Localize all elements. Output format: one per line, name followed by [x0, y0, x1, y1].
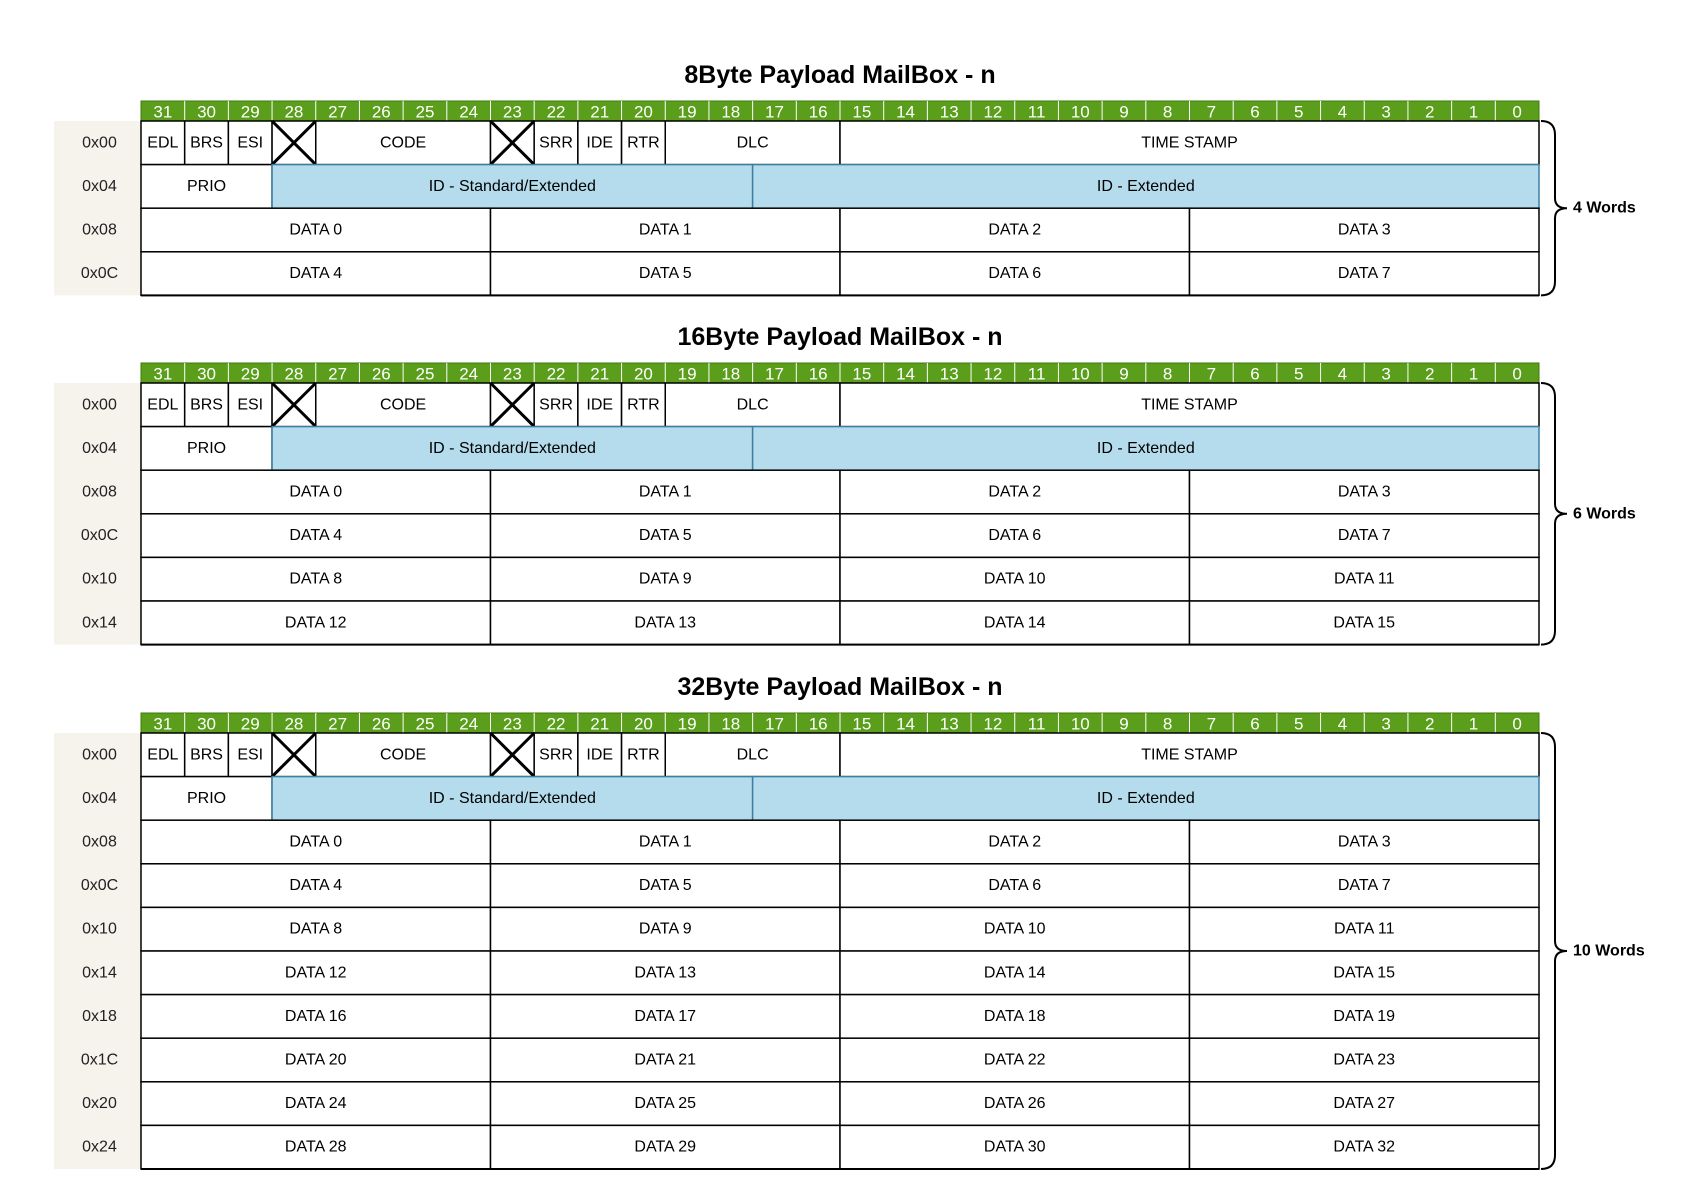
field-label: SRR	[539, 396, 573, 414]
field-label: ID - Standard/Extended	[428, 789, 596, 807]
data-byte-label: DATA 1	[638, 833, 692, 851]
bit-number: 30	[197, 102, 216, 122]
bit-number: 6	[1250, 714, 1260, 734]
word-address: 0x24	[82, 1138, 117, 1156]
mailbox-title: 8Byte Payload MailBox - n	[684, 61, 996, 89]
word-address: 0x08	[82, 221, 117, 239]
data-byte-label: DATA 24	[284, 1095, 347, 1113]
bit-number: 15	[852, 102, 872, 122]
bit-number: 27	[328, 364, 348, 384]
word-0-row	[141, 733, 1539, 777]
word-address: 0x0C	[80, 877, 119, 895]
bit-number: 23	[502, 714, 522, 734]
bit-number: 0	[1512, 364, 1522, 384]
field-label: BRS	[190, 746, 223, 764]
data-byte-label: DATA 20	[284, 1051, 347, 1069]
data-byte-label: DATA 15	[1333, 964, 1396, 982]
bit-number: 1	[1468, 364, 1479, 384]
bit-number: 21	[590, 364, 610, 384]
data-row	[141, 907, 1539, 951]
data-byte-label: DATA 22	[983, 1051, 1046, 1069]
data-byte-label: DATA 4	[289, 527, 343, 545]
bit-number: 24	[459, 364, 479, 384]
word-count-label: 10 Words	[1573, 942, 1645, 960]
bit-number: 1	[1468, 102, 1479, 122]
bit-number: 11	[1027, 102, 1046, 122]
word-1-row	[141, 777, 1539, 821]
bit-number: 28	[284, 714, 304, 734]
mailbox-32byte	[54, 673, 1645, 1169]
word-address: 0x04	[82, 439, 117, 457]
word-address: 0x14	[82, 964, 117, 982]
field-label: ID - Standard/Extended	[428, 439, 596, 457]
field-label: IDE	[586, 396, 614, 414]
data-byte-label: DATA 27	[1333, 1095, 1396, 1113]
field-label: EDL	[147, 396, 179, 414]
bit-number: 0	[1512, 714, 1522, 734]
bit-number: 29	[240, 364, 260, 384]
bit-number: 8	[1162, 364, 1173, 384]
word-count-label: 4 Words	[1573, 199, 1636, 217]
data-row	[141, 557, 1539, 601]
bit-number: 10	[1070, 102, 1090, 122]
data-byte-label: DATA 0	[289, 221, 343, 239]
field-label: ID - Extended	[1096, 177, 1195, 195]
data-byte-label: DATA 7	[1337, 265, 1391, 283]
bit-number: 13	[939, 714, 959, 734]
word-address: 0x18	[82, 1007, 117, 1025]
mailbox-8byte	[54, 61, 1636, 295]
field-label: RTR	[627, 134, 660, 152]
field-label: SRR	[539, 134, 573, 152]
bit-number: 22	[546, 102, 566, 122]
bit-number: 5	[1293, 364, 1304, 384]
data-row	[141, 864, 1539, 908]
word-address: 0x20	[82, 1095, 117, 1113]
field-label: PRIO	[186, 439, 227, 457]
data-byte-label: DATA 9	[638, 570, 692, 588]
field-label: RTR	[627, 746, 660, 764]
data-byte-label: DATA 7	[1337, 527, 1391, 545]
data-row	[141, 252, 1539, 296]
bit-number: 2	[1425, 714, 1435, 734]
word-address: 0x08	[82, 483, 117, 501]
data-byte-label: DATA 10	[983, 570, 1046, 588]
curly-brace-icon	[1541, 121, 1567, 295]
bit-number: 16	[808, 364, 828, 384]
data-row	[141, 470, 1539, 514]
mailbox-title: 16Byte Payload MailBox - n	[677, 323, 1003, 351]
data-byte-label: DATA 0	[289, 833, 343, 851]
bit-number: 18	[721, 364, 741, 384]
data-byte-label: DATA 14	[983, 614, 1046, 632]
word-address: 0x10	[82, 920, 117, 938]
data-byte-label: DATA 4	[289, 877, 343, 895]
bit-number: 18	[721, 102, 741, 122]
data-byte-label: DATA 12	[284, 614, 347, 632]
bit-number: 12	[983, 364, 1003, 384]
data-row	[141, 820, 1539, 864]
word-count-label: 6 Words	[1573, 505, 1636, 523]
address-column	[54, 733, 141, 1169]
data-byte-label: DATA 29	[634, 1138, 697, 1156]
bit-number: 17	[765, 364, 784, 384]
data-byte-label: DATA 13	[634, 964, 697, 982]
field-label: DLC	[736, 396, 769, 414]
data-row	[141, 1038, 1539, 1082]
data-byte-label: DATA 19	[1333, 1007, 1396, 1025]
field-label: EDL	[147, 134, 179, 152]
data-byte-label: DATA 15	[1333, 614, 1396, 632]
bit-number: 15	[852, 714, 872, 734]
bit-number-header	[141, 101, 1539, 122]
bit-number: 16	[808, 102, 828, 122]
bit-number: 20	[633, 102, 653, 122]
bit-number: 26	[371, 714, 391, 734]
bit-number: 12	[983, 714, 1003, 734]
curly-brace-icon	[1541, 383, 1567, 645]
field-label: ESI	[237, 746, 264, 764]
data-byte-label: DATA 1	[638, 221, 692, 239]
word-address: 0x08	[82, 833, 117, 851]
bit-number: 31	[153, 714, 173, 734]
data-byte-label: DATA 3	[1337, 221, 1391, 239]
bit-number: 15	[852, 364, 872, 384]
data-row	[141, 995, 1539, 1039]
field-label: ESI	[237, 134, 264, 152]
data-byte-label: DATA 6	[988, 265, 1042, 283]
data-byte-label: DATA 16	[284, 1007, 347, 1025]
bit-number: 4	[1337, 714, 1348, 734]
bit-number: 10	[1070, 364, 1090, 384]
bit-number: 10	[1070, 714, 1090, 734]
data-byte-label: DATA 6	[988, 527, 1042, 545]
data-byte-label: DATA 13	[634, 614, 697, 632]
data-byte-label: DATA 21	[634, 1051, 697, 1069]
data-byte-label: DATA 26	[983, 1095, 1046, 1113]
field-label: TIME STAMP	[1141, 134, 1238, 152]
data-byte-label: DATA 2	[988, 221, 1042, 239]
bit-number: 29	[240, 102, 260, 122]
word-address: 0x1C	[80, 1051, 119, 1069]
bit-number: 17	[765, 102, 784, 122]
field-label: DLC	[736, 746, 769, 764]
field-label: PRIO	[186, 177, 227, 195]
bit-number: 23	[502, 102, 522, 122]
data-byte-label: DATA 2	[988, 483, 1042, 501]
bit-number: 4	[1337, 364, 1348, 384]
data-byte-label: DATA 14	[983, 964, 1046, 982]
data-byte-label: DATA 7	[1337, 877, 1391, 895]
bit-number: 25	[415, 102, 435, 122]
bit-number: 9	[1119, 102, 1129, 122]
bit-number: 24	[459, 714, 479, 734]
bit-number: 8	[1162, 102, 1173, 122]
bit-number: 7	[1206, 364, 1217, 384]
field-label: BRS	[190, 134, 223, 152]
bit-number: 31	[153, 102, 173, 122]
bit-number: 8	[1162, 714, 1173, 734]
bit-number: 19	[677, 714, 697, 734]
word-address: 0x00	[82, 746, 117, 764]
word-address: 0x0C	[80, 265, 119, 283]
data-byte-label: DATA 5	[638, 527, 692, 545]
address-column-bg	[54, 383, 141, 645]
data-byte-label: DATA 3	[1337, 483, 1391, 501]
data-byte-label: DATA 9	[638, 920, 692, 938]
data-row	[141, 1082, 1539, 1126]
bit-number: 29	[240, 714, 260, 734]
bit-number: 0	[1512, 102, 1522, 122]
data-byte-label: DATA 0	[289, 483, 343, 501]
bit-number: 2	[1425, 364, 1435, 384]
field-label: CODE	[380, 746, 427, 764]
bit-number: 3	[1381, 364, 1391, 384]
data-row	[141, 601, 1539, 645]
bit-number: 4	[1337, 102, 1348, 122]
data-byte-label: DATA 4	[289, 265, 343, 283]
bit-number: 31	[153, 364, 173, 384]
bit-number: 3	[1381, 102, 1391, 122]
data-byte-label: DATA 10	[983, 920, 1046, 938]
field-label: ID - Extended	[1096, 789, 1195, 807]
bit-number: 1	[1468, 714, 1479, 734]
bit-number: 12	[983, 102, 1003, 122]
address-column	[54, 121, 141, 295]
data-byte-label: DATA 30	[983, 1138, 1046, 1156]
data-byte-label: DATA 32	[1333, 1138, 1396, 1156]
bit-number: 13	[939, 364, 959, 384]
data-byte-label: DATA 11	[1334, 920, 1395, 938]
field-label: ID - Standard/Extended	[428, 177, 596, 195]
field-label: IDE	[586, 134, 614, 152]
bit-number: 3	[1381, 714, 1391, 734]
bit-number: 22	[546, 364, 566, 384]
bit-number: 23	[502, 364, 522, 384]
data-byte-label: DATA 18	[983, 1007, 1046, 1025]
bit-number: 11	[1027, 364, 1046, 384]
data-byte-label: DATA 11	[1334, 570, 1395, 588]
data-byte-label: DATA 8	[289, 920, 343, 938]
data-byte-label: DATA 25	[634, 1095, 697, 1113]
bit-number: 22	[546, 714, 566, 734]
bit-number: 26	[371, 364, 391, 384]
bit-number: 2	[1425, 102, 1435, 122]
word-0-row	[141, 383, 1539, 427]
bit-number: 20	[633, 364, 653, 384]
data-row	[141, 951, 1539, 995]
bit-number: 11	[1027, 714, 1046, 734]
word-address: 0x04	[82, 789, 117, 807]
field-label: TIME STAMP	[1141, 396, 1238, 414]
word-address: 0x0C	[80, 527, 119, 545]
field-label: ESI	[237, 396, 264, 414]
data-row	[141, 208, 1539, 252]
bit-number-header	[141, 713, 1539, 734]
bit-number: 18	[721, 714, 741, 734]
bit-number: 25	[415, 364, 435, 384]
field-label: RTR	[627, 396, 660, 414]
curly-brace-icon	[1541, 733, 1567, 1169]
bit-number: 7	[1206, 102, 1217, 122]
bit-number: 27	[328, 714, 348, 734]
bit-number: 14	[896, 364, 915, 384]
bit-number: 30	[197, 714, 216, 734]
field-label: ID - Extended	[1096, 439, 1195, 457]
field-label: IDE	[586, 746, 614, 764]
bit-number-header	[141, 363, 1539, 384]
bit-number: 27	[328, 102, 348, 122]
data-row	[141, 514, 1539, 558]
data-byte-label: DATA 2	[988, 833, 1042, 851]
field-label: BRS	[190, 396, 223, 414]
data-byte-label: DATA 12	[284, 964, 347, 982]
word-address: 0x04	[82, 177, 117, 195]
field-label: CODE	[380, 396, 427, 414]
bit-number: 5	[1293, 102, 1304, 122]
data-byte-label: DATA 5	[638, 265, 692, 283]
bit-number: 25	[415, 714, 435, 734]
bit-number: 9	[1119, 364, 1129, 384]
word-address: 0x10	[82, 570, 117, 588]
mailbox-16byte	[54, 323, 1636, 645]
field-label: PRIO	[186, 789, 227, 807]
bit-number: 6	[1250, 102, 1260, 122]
bit-number: 5	[1293, 714, 1304, 734]
data-byte-label: DATA 23	[1333, 1051, 1396, 1069]
word-1-row	[141, 427, 1539, 471]
field-label: CODE	[380, 134, 427, 152]
bit-number: 19	[677, 364, 697, 384]
bit-number: 21	[590, 714, 610, 734]
data-byte-label: DATA 8	[289, 570, 343, 588]
bit-number: 7	[1206, 714, 1217, 734]
bit-number: 13	[939, 102, 959, 122]
data-byte-label: DATA 28	[284, 1138, 347, 1156]
address-column	[54, 383, 141, 645]
bit-number: 19	[677, 102, 697, 122]
bit-number: 16	[808, 714, 828, 734]
field-label: DLC	[736, 134, 769, 152]
bit-number: 28	[284, 364, 304, 384]
word-1-row	[141, 165, 1539, 209]
bit-number: 17	[765, 714, 784, 734]
bit-number: 6	[1250, 364, 1260, 384]
data-byte-label: DATA 5	[638, 877, 692, 895]
word-address: 0x14	[82, 614, 117, 632]
bit-number: 9	[1119, 714, 1129, 734]
field-label: TIME STAMP	[1141, 746, 1238, 764]
bit-number: 21	[590, 102, 610, 122]
data-byte-label: DATA 17	[634, 1007, 697, 1025]
bit-number: 14	[896, 714, 915, 734]
word-address: 0x00	[82, 396, 117, 414]
field-label: EDL	[147, 746, 179, 764]
bit-number: 30	[197, 364, 216, 384]
bit-number: 28	[284, 102, 304, 122]
data-byte-label: DATA 6	[988, 877, 1042, 895]
data-row	[141, 1125, 1539, 1169]
data-byte-label: DATA 3	[1337, 833, 1391, 851]
word-0-row	[141, 121, 1539, 165]
bit-number: 24	[459, 102, 479, 122]
field-label: SRR	[539, 746, 573, 764]
word-address: 0x00	[82, 134, 117, 152]
mailbox-title: 32Byte Payload MailBox - n	[677, 673, 1003, 701]
data-byte-label: DATA 1	[638, 483, 692, 501]
bit-number: 26	[371, 102, 391, 122]
bit-number: 20	[633, 714, 653, 734]
bit-number: 14	[896, 102, 915, 122]
